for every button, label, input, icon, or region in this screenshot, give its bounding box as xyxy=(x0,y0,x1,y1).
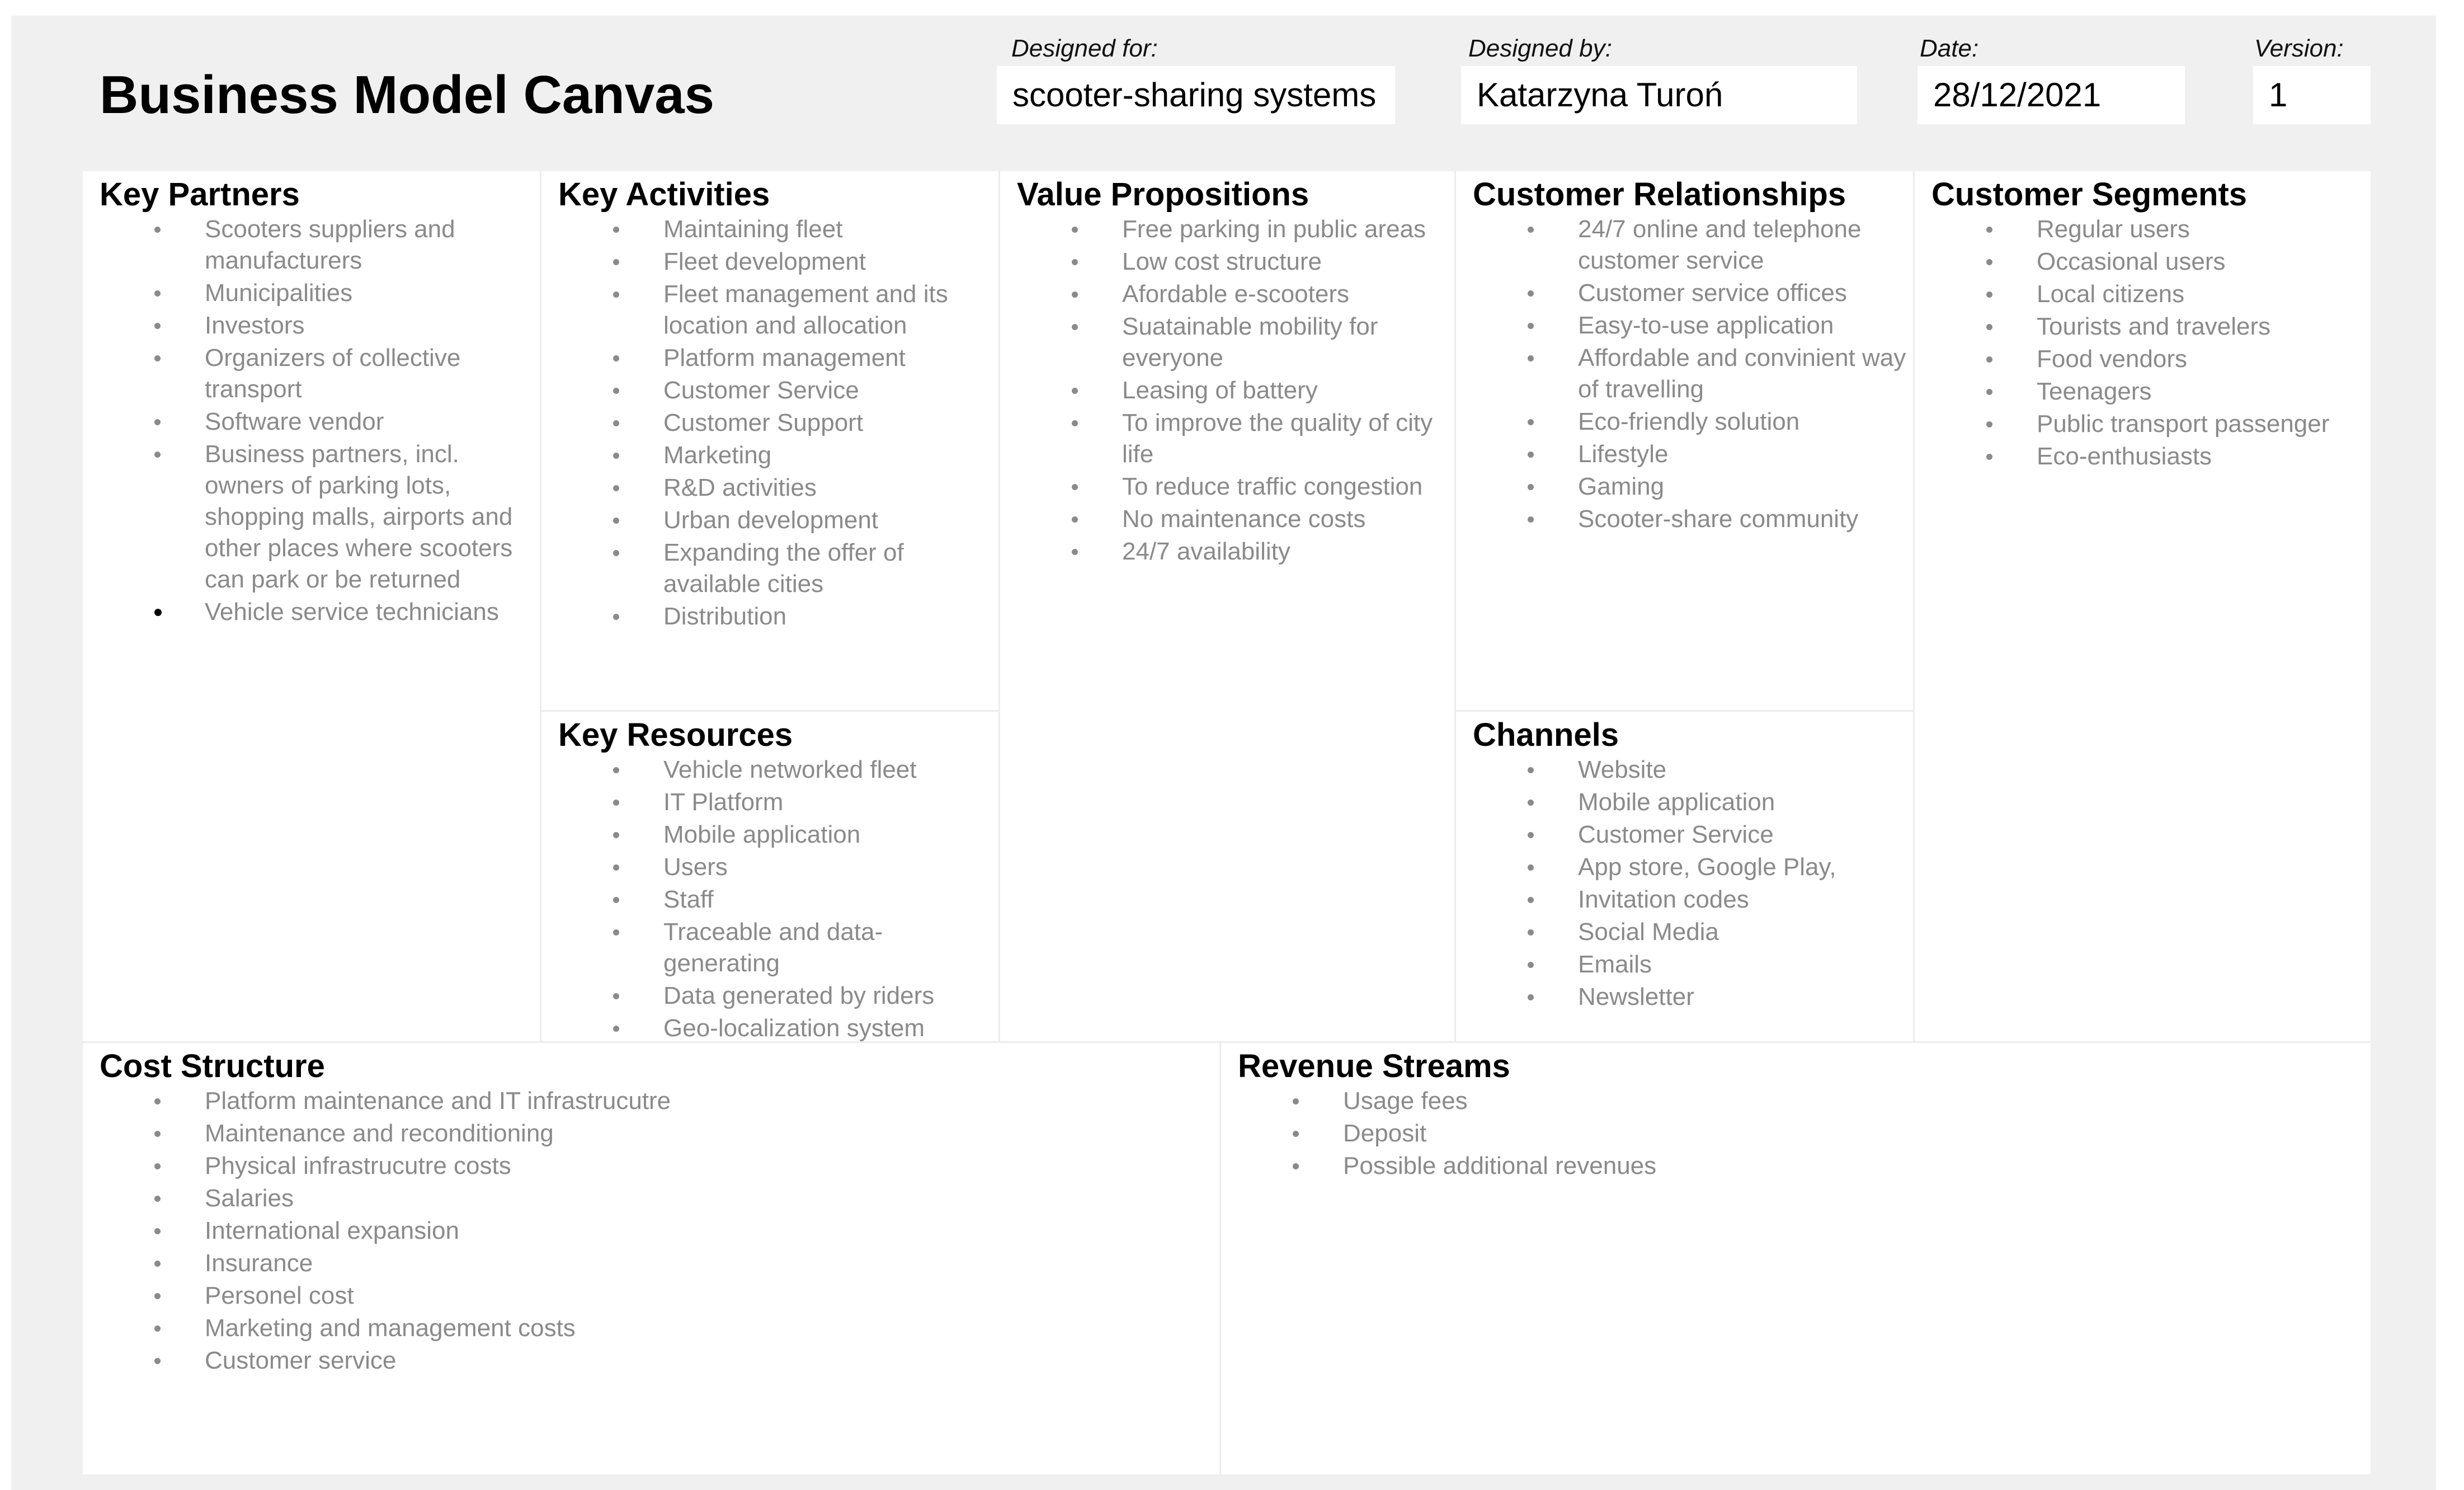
revenue-streams-block xyxy=(1221,1043,2371,1474)
list-item: Deposit xyxy=(1221,1118,2371,1149)
key-activities-title: Key Activities xyxy=(558,176,770,213)
list-item: Mobile application xyxy=(541,819,998,850)
list-item: Maintaining fleet xyxy=(541,214,998,245)
list-item: Easy-to-use application xyxy=(1456,310,1913,341)
list-item: Mobile application xyxy=(1456,787,1913,818)
list-item: Platform management xyxy=(541,342,998,374)
list-item: Expanding the offer of available cities xyxy=(541,537,998,600)
list-item: Customer service offices xyxy=(1456,278,1913,309)
designed-by-label: Designed by: xyxy=(1468,35,1612,62)
list-item: Customer Service xyxy=(1456,819,1913,850)
list-item: Teenagers xyxy=(1915,376,2371,407)
list-item: Newsletter xyxy=(1456,981,1913,1013)
list-item: Afordable e-scooters xyxy=(1000,279,1454,310)
list-item: Public transport passenger xyxy=(1915,408,2371,440)
list-item: Food vendors xyxy=(1915,344,2371,375)
list-item: Scooters suppliers and manufacturers xyxy=(83,214,540,276)
list-item: Customer service xyxy=(83,1345,1219,1376)
date-field[interactable]: 28/12/2021 xyxy=(1918,66,2185,124)
list-item: R&D activities xyxy=(541,472,998,504)
list-item: Occasional users xyxy=(1915,246,2371,278)
list-item: Organizers of collective transport xyxy=(83,342,540,405)
list-item: Tourists and travelers xyxy=(1915,311,2371,342)
list-item: Physical infrastrucutre costs xyxy=(83,1150,1219,1182)
list-item: Distribution xyxy=(541,601,998,632)
list-item: To improve the quality of city life xyxy=(1000,407,1454,470)
page-title: Business Model Canvas xyxy=(100,65,715,125)
version-label: Version: xyxy=(2254,35,2344,62)
list-item: Eco-friendly solution xyxy=(1456,406,1913,438)
list-item: App store, Google Play, xyxy=(1456,852,1913,883)
channels-block xyxy=(1456,712,1915,1043)
list-item: Marketing xyxy=(541,440,998,471)
channels-title: Channels xyxy=(1473,717,1619,753)
list-item: Marketing and management costs xyxy=(83,1313,1219,1344)
list-item: Scooter-share community xyxy=(1456,504,1913,535)
designed-for-label: Designed for: xyxy=(1011,35,1158,62)
cost-structure-title: Cost Structure xyxy=(100,1048,325,1084)
list-item: Software vendor xyxy=(83,406,540,438)
key-partners-title: Key Partners xyxy=(100,176,300,213)
list-item: Customer Support xyxy=(541,407,998,439)
key-partners-list xyxy=(83,214,540,629)
value-propositions-list xyxy=(1000,214,1454,568)
list-item: Suatainable mobility for everyone xyxy=(1000,311,1454,374)
key-resources-block xyxy=(541,712,1000,1043)
list-item: Usage fees xyxy=(1221,1085,2371,1117)
list-item: Regular users xyxy=(1915,214,2371,245)
list-item: Fleet management and its location and allocation xyxy=(541,279,998,341)
customer-segments-list xyxy=(1915,214,2371,473)
key-resources-list xyxy=(541,754,998,1043)
list-item: Vehicle service technicians xyxy=(83,596,540,628)
customer-relationships-block xyxy=(1456,171,1915,712)
list-item: Affordable and convinient way of travelling xyxy=(1456,342,1913,405)
list-item: Possible additional revenues xyxy=(1221,1150,2371,1182)
list-item: Low cost structure xyxy=(1000,246,1454,278)
list-item: Fleet development xyxy=(541,246,998,278)
list-item: Local citizens xyxy=(1915,279,2371,310)
list-item: Salaries xyxy=(83,1183,1219,1214)
key-resources-title: Key Resources xyxy=(558,717,793,753)
list-item: Customer Service xyxy=(541,375,998,406)
customer-relationships-list xyxy=(1456,214,1913,536)
designed-by-field[interactable]: Katarzyna Turoń xyxy=(1461,66,1857,124)
list-item: Leasing of battery xyxy=(1000,375,1454,406)
value-propositions-title: Value Propositions xyxy=(1017,176,1309,213)
version-field[interactable]: 1 xyxy=(2253,66,2371,124)
list-item: Geo-localization system xyxy=(541,1013,998,1043)
list-item: Urban development xyxy=(541,505,998,536)
list-item: Insurance xyxy=(83,1248,1219,1279)
list-item: Invitation codes xyxy=(1456,884,1913,915)
list-item: To reduce traffic congestion xyxy=(1000,471,1454,502)
customer-segments-block xyxy=(1915,171,2371,1043)
customer-relationships-title: Customer Relationships xyxy=(1473,176,1846,213)
list-item: Business partners, incl. owners of parking lots, shopping malls, airports and other places where scooters can park or be returned xyxy=(83,439,540,595)
designed-for-field[interactable]: scooter-sharing systems xyxy=(997,66,1395,124)
value-propositions-block xyxy=(1000,171,1456,1043)
list-item: Website xyxy=(1456,754,1913,786)
list-item: Lifestyle xyxy=(1456,439,1913,470)
list-item: Vehicle networked fleet xyxy=(541,754,998,786)
cost-structure-block xyxy=(83,1043,1221,1474)
date-label: Date: xyxy=(1920,35,1979,62)
list-item: Municipalities xyxy=(83,278,540,309)
list-item: International expansion xyxy=(83,1215,1219,1247)
list-item: Personel cost xyxy=(83,1280,1219,1312)
key-activities-block xyxy=(541,171,1000,712)
list-item: 24/7 availability xyxy=(1000,536,1454,567)
key-activities-list xyxy=(541,214,998,633)
customer-segments-title: Customer Segments xyxy=(1931,176,2248,213)
list-item: IT Platform xyxy=(541,787,998,818)
canvas-grid xyxy=(83,171,2371,1474)
revenue-streams-title: Revenue Streams xyxy=(1238,1048,1510,1084)
cost-structure-list xyxy=(83,1085,1219,1378)
list-item: Data generated by riders xyxy=(541,980,998,1012)
list-item: Users xyxy=(541,852,998,883)
list-item: Investors xyxy=(83,310,540,341)
revenue-streams-list xyxy=(1221,1085,2371,1183)
list-item: Gaming xyxy=(1456,471,1913,502)
list-item: Traceable and data-generating xyxy=(541,916,998,979)
list-item: Social Media xyxy=(1456,916,1913,948)
list-item: Free parking in public areas xyxy=(1000,214,1454,245)
list-item: Staff xyxy=(541,884,998,915)
key-partners-block xyxy=(83,171,541,1043)
list-item: 24/7 online and telephone customer service xyxy=(1456,214,1913,276)
channels-list xyxy=(1456,754,1913,1014)
list-item: Maintenance and reconditioning xyxy=(83,1118,1219,1149)
list-item: Emails xyxy=(1456,949,1913,980)
list-item: Platform maintenance and IT infrastrucutre xyxy=(83,1085,1219,1117)
list-item: Eco-enthusiasts xyxy=(1915,441,2371,472)
list-item: No maintenance costs xyxy=(1000,504,1454,535)
